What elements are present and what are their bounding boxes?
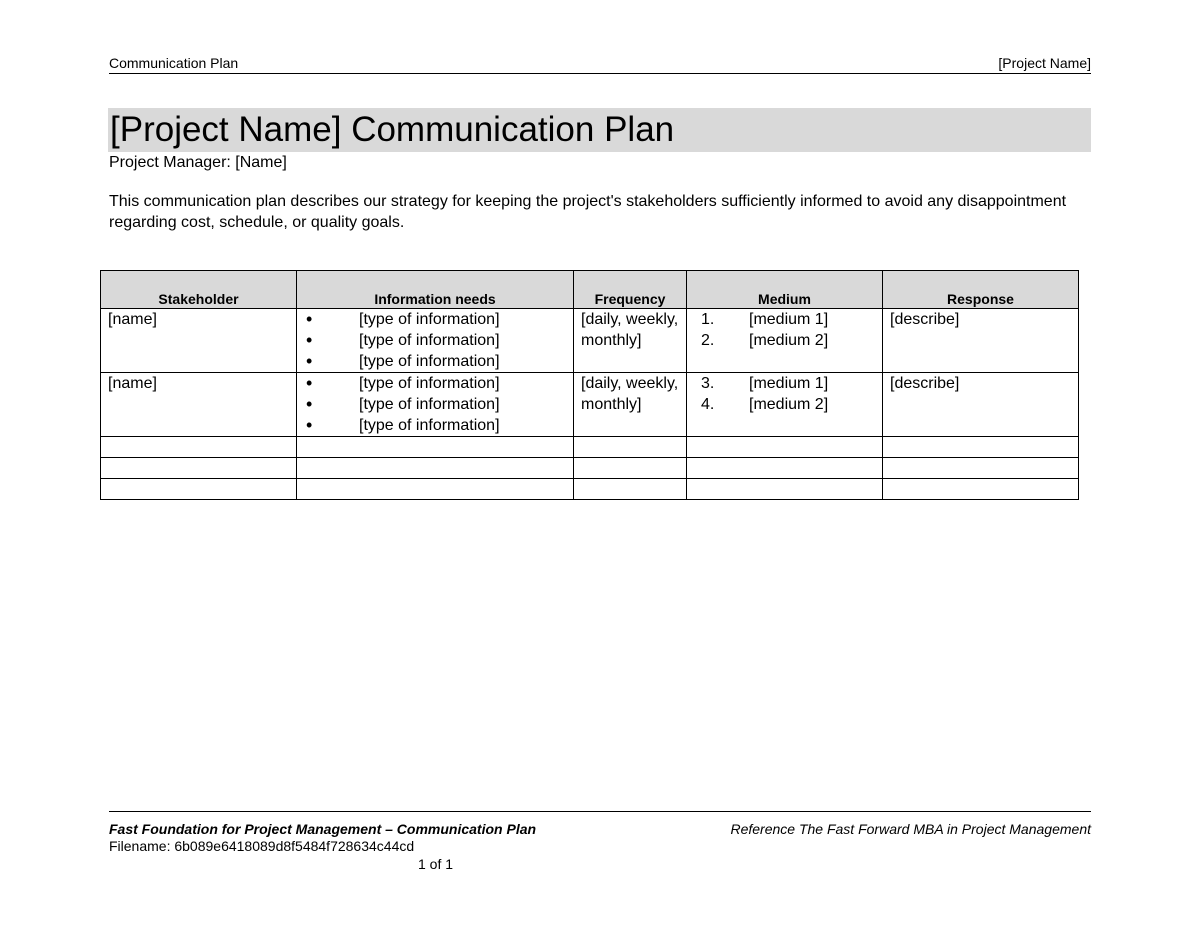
- medium-text: [medium 2]: [749, 332, 829, 349]
- empty-cell: [883, 479, 1079, 500]
- empty-table-row: [101, 458, 1079, 479]
- col-header-medium: Medium: [687, 271, 883, 309]
- empty-cell: [101, 479, 297, 500]
- empty-cell: [101, 437, 297, 458]
- list-item: • [type of information]: [304, 330, 566, 351]
- cell-medium: [687, 373, 883, 437]
- empty-cell: [297, 437, 574, 458]
- col-header-response: Response: [883, 271, 1079, 309]
- communication-table: [100, 270, 1079, 500]
- project-manager: Project Manager: [Name]: [109, 154, 287, 171]
- empty-cell: [297, 479, 574, 500]
- cell-frequency: [daily, weekly, monthly]: [574, 309, 687, 373]
- cell-frequency: [daily, weekly, monthly]: [574, 373, 687, 437]
- list-item: • [type of information]: [304, 373, 566, 394]
- header-left-text: Communication Plan: [109, 55, 239, 71]
- cell-information-needs: [297, 373, 574, 437]
- list-number: 1.: [701, 311, 715, 328]
- empty-cell: [574, 437, 687, 458]
- page-header: [109, 55, 1091, 74]
- col-header-stakeholder: Stakeholder: [101, 271, 297, 309]
- empty-cell: [687, 437, 883, 458]
- needs-list: [304, 309, 566, 372]
- cell-stakeholder: [name]: [101, 309, 297, 373]
- list-item: [694, 309, 875, 330]
- list-number: 3.: [701, 375, 715, 392]
- list-item: [694, 373, 875, 394]
- empty-cell: [883, 437, 1079, 458]
- title-bar: [108, 108, 1091, 152]
- medium-text: [medium 2]: [749, 396, 829, 413]
- table-header-row: [101, 271, 1079, 309]
- list-item: • [type of information]: [304, 394, 566, 415]
- footer-reference: Reference The Fast Forward MBA in Project Management: [730, 821, 1091, 837]
- empty-cell: [101, 458, 297, 479]
- empty-cell: [574, 458, 687, 479]
- cell-information-needs: [297, 309, 574, 373]
- footer-divider: [109, 811, 1091, 812]
- empty-cell: [883, 458, 1079, 479]
- cell-response: [describe]: [883, 309, 1079, 373]
- cell-medium: [687, 309, 883, 373]
- needs-list: [304, 373, 566, 436]
- col-header-frequency: Frequency: [574, 271, 687, 309]
- table-row: [101, 309, 1079, 373]
- list-item: • [type of information]: [304, 309, 566, 330]
- empty-cell: [297, 458, 574, 479]
- list-item: • [type of information]: [304, 351, 566, 372]
- footer-title: Fast Foundation for Project Management – Communication Plan: [109, 821, 537, 837]
- medium-text: [medium 1]: [749, 375, 829, 392]
- medium-text: [medium 1]: [749, 311, 829, 328]
- medium-list: [694, 309, 875, 351]
- header-right-text: [Project Name]: [998, 55, 1091, 71]
- list-item: • [type of information]: [304, 415, 566, 436]
- cell-stakeholder: [name]: [101, 373, 297, 437]
- cell-response: [describe]: [883, 373, 1079, 437]
- page-number: 1 of 1: [418, 856, 454, 872]
- empty-cell: [687, 458, 883, 479]
- list-number: 4.: [701, 396, 715, 413]
- list-number: 2.: [701, 332, 715, 349]
- list-item: [694, 394, 875, 415]
- intro-paragraph: This communication plan describes our strategy for keeping the project's stakeholders sufficiently informed to avoid any disappointment regarding cost, schedule, or quality goals.: [109, 193, 1067, 231]
- list-item: [694, 330, 875, 351]
- table-row: [101, 373, 1079, 437]
- col-header-information-needs: Information needs: [297, 271, 574, 309]
- empty-cell: [687, 479, 883, 500]
- empty-table-row: [101, 479, 1079, 500]
- document-title: [Project Name] Communication Plan: [110, 110, 675, 149]
- medium-list: [694, 373, 875, 415]
- empty-table-row: [101, 437, 1079, 458]
- footer-filename: Filename: 6b089e6418089d8f5484f728634c44cd: [109, 838, 415, 854]
- empty-cell: [574, 479, 687, 500]
